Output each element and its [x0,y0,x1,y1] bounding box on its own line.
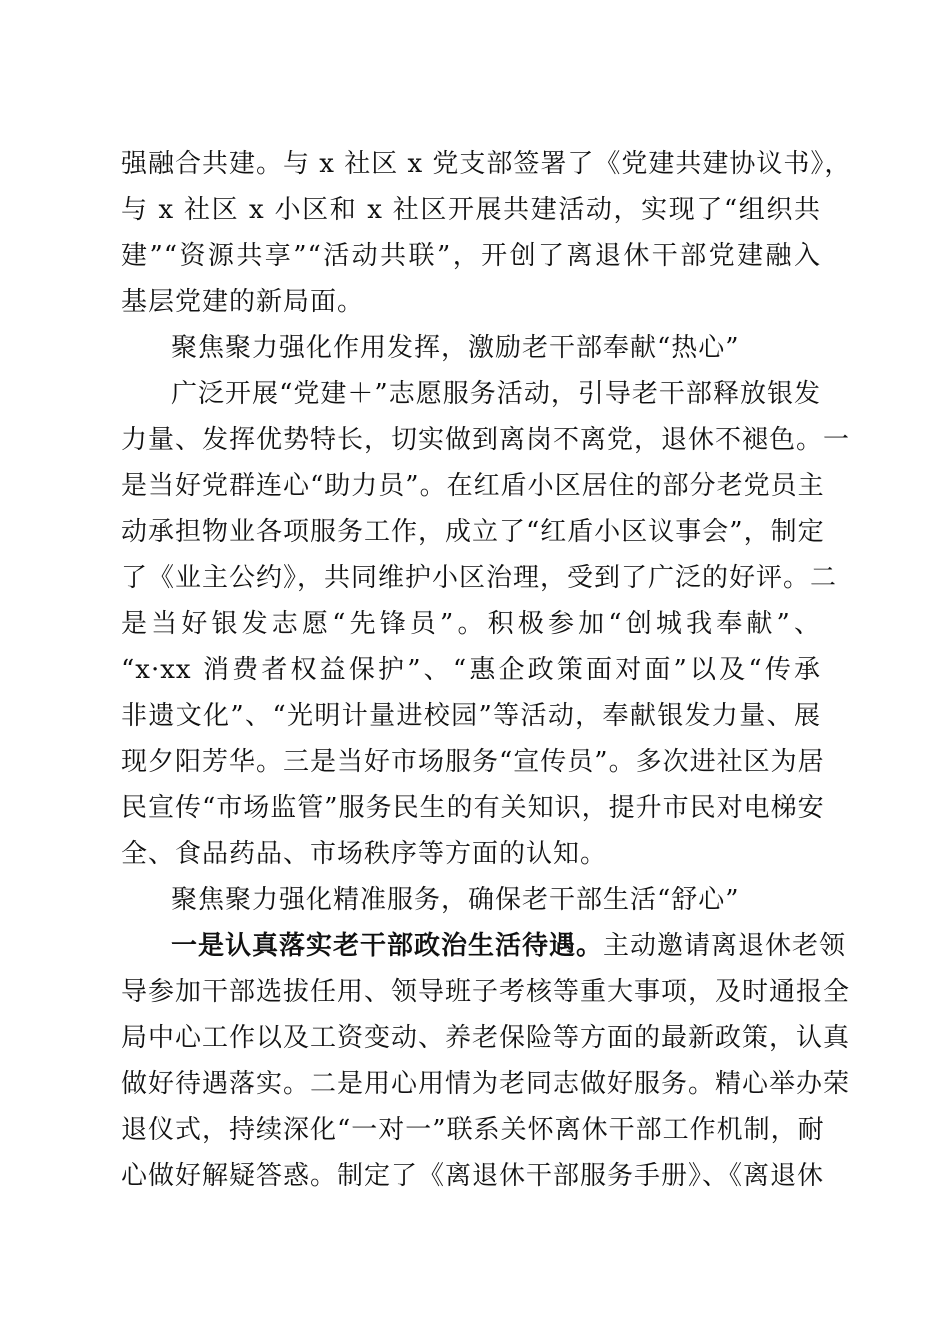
body-text-line: “x·xx 消费者权益保护”、“惠企政策面对面”以及“传承 [121,655,821,685]
bold-lead-sentence: 一是认真落实老干部政治生活待遇。 [171,931,604,961]
body-text-line: 动承担物业各项服务工作，成立了“红盾小区议事会”，制定 [121,517,825,547]
body-text-segment: 主动邀请离退休老领 [603,931,847,961]
body-text-line: 做好待遇落实。二是用心用情为老同志做好服务。精心举办荣 [121,1069,851,1099]
section-heading: 聚焦聚力强化精准服务，确保老干部生活“舒心” [171,885,740,915]
body-text-line [171,926,847,966]
body-text-line: 全、食品药品、市场秩序等方面的认知。 [121,839,608,869]
body-text-line: 导参加干部选拔任用、领导班子考核等重大事项，及时通报全 [121,977,851,1007]
body-text-line: 力量、发挥优势特长，切实做到离岗不离党，退休不褪色。一 [121,425,851,455]
body-text-line: 退仪式，持续深化“一对一”联系关怀离休干部工作机制，耐 [121,1115,825,1145]
body-text-line: 是当好银发志愿“先锋员”。积极参加“创城我奉献”、 [121,609,821,639]
body-text-line: 建”“资源共享”“活动共联”，开创了离退休干部党建融入 [121,241,821,271]
body-text-line: 是当好党群连心“助力员”。在红盾小区居住的部分老党员主 [121,471,825,501]
body-text-line: 局中心工作以及工资变动、养老保险等方面的最新政策，认真 [121,1023,851,1053]
body-text-line: 现夕阳芳华。三是当好市场服务“宣传员”。多次进社区为居 [121,747,825,777]
body-text-line: 基层党建的新局面。 [121,287,365,317]
body-text-line: 心做好解疑答惑。制定了《离退休干部服务手册》、《离退休 [121,1161,825,1191]
body-text-line: 广泛开展“党建＋”志愿服务活动，引导老干部释放银发 [171,379,821,409]
body-text-line: 民宣传“市场监管”服务民生的有关知识，提升市民对电梯安 [121,793,825,823]
body-text-line: 与 x 社区 x 小区和 x 社区开展共建活动，实现了“组织共 [121,195,821,225]
body-text-line: 非遗文化”、“光明计量进校园”等活动，奉献银发力量、展 [121,701,821,731]
section-heading: 聚焦聚力强化作用发挥，激励老干部奉献“热心” [171,333,740,363]
body-text-line: 了《业主公约》，共同维护小区治理，受到了广泛的好评。二 [121,563,838,593]
body-text-line: 强融合共建。与 x 社区 x 党支部签署了《党建共建协议书》， [121,149,852,179]
